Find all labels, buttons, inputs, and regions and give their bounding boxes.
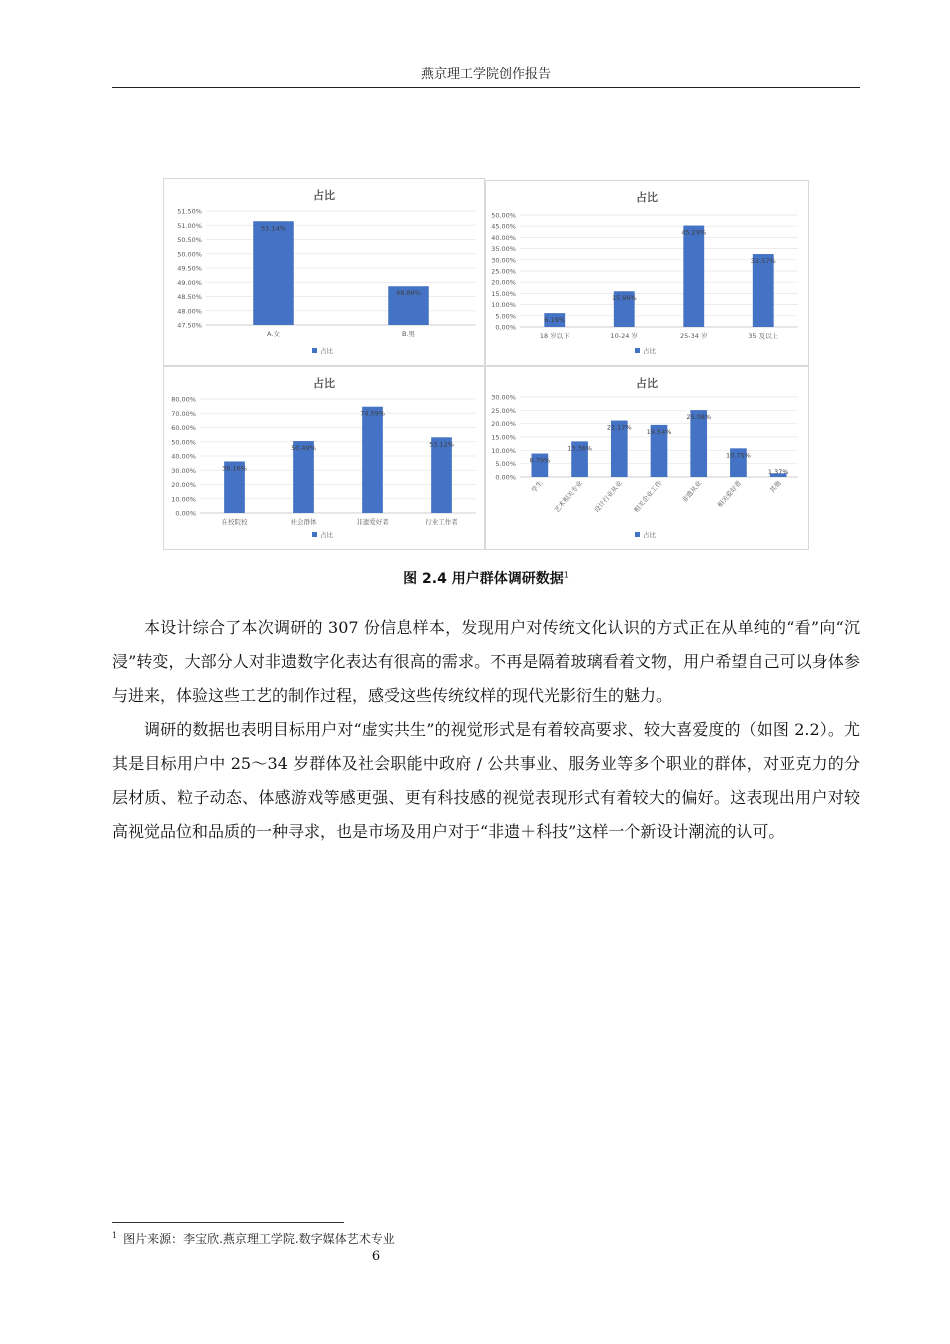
chart-panel-occupation [485, 366, 809, 550]
chart-title: 占比 [313, 189, 335, 202]
chart-panel-age [485, 180, 809, 366]
y-tick-label: 60.00% [171, 424, 196, 432]
x-tick-label: 相关爱好者 [715, 479, 743, 510]
y-tick-label: 49.50% [177, 264, 202, 273]
chart-title: 占比 [636, 191, 658, 204]
y-tick-label: 51.00% [177, 221, 202, 230]
y-tick-label: 48.00% [177, 307, 202, 316]
x-tick-label: 在校院校 [221, 518, 248, 526]
y-tick-label: 10.00% [491, 446, 516, 455]
x-tick-label: 行业工作者 [425, 518, 458, 526]
y-tick-label: 5.00% [495, 460, 516, 469]
caption-footnote-ref: 1 [563, 570, 569, 580]
y-tick-label: 5.00% [495, 312, 516, 321]
y-tick-label: 49.00% [177, 278, 202, 287]
x-tick-label: 18 岁以下 [539, 332, 570, 340]
legend-label: 占比 [320, 347, 333, 355]
y-tick-label: 48.50% [177, 293, 202, 301]
y-tick-label: 20.00% [171, 481, 196, 489]
data-label: 36.16% [222, 464, 247, 473]
x-tick-label: 设计行业从业 [592, 479, 624, 515]
y-tick-label: 50.00% [171, 438, 196, 447]
y-tick-label: 51.50% [177, 207, 202, 216]
y-tick-label: 40.00% [491, 233, 516, 242]
data-label: 13.36% [567, 444, 592, 453]
y-tick-label: 70.00% [171, 409, 196, 418]
x-tick-label: 25-34 岁 [680, 332, 708, 340]
x-tick-label: 学生 [529, 479, 545, 495]
chart-panel-gender [163, 178, 485, 366]
y-tick-label: 30.00% [491, 256, 516, 265]
legend-label: 占比 [643, 531, 656, 539]
data-label: 10.75% [726, 451, 751, 460]
chart-title: 占比 [636, 377, 658, 390]
legend-swatch [312, 532, 317, 537]
y-tick-label: 20.00% [491, 420, 516, 429]
y-tick-label: 0.00% [495, 473, 516, 482]
paragraph-2: 调研的数据也表明目标用户对“虚实共生”的视觉形式是有着较高要求、较大喜爱度的（如图 2.2）。尤其是目标用户中 25～34 岁群体及社会职能中政府 / 公共事业、服务业等多个职业的群体，对亚克力的分层材质、粒子动态、体感游戏等感更强、更有科技感的视觉表现形式有着较大的偏好。这表现出用户对较高视觉品位和品质的一种寻求，也是市场及用户对于“非遗＋科技”这样一个新设计潮流的认可。 [112, 720, 860, 841]
bar [362, 407, 383, 513]
chart-svg-2 [164, 367, 484, 549]
data-label: 19.54% [646, 427, 672, 436]
figure-charts [163, 178, 811, 550]
y-tick-label: 50.00% [491, 211, 516, 220]
y-tick-label: 40.00% [171, 452, 196, 461]
data-label: 8.79% [529, 456, 551, 465]
caption-text: 图 2.4 用户群体调研数据 [403, 571, 564, 587]
figure-caption [112, 568, 860, 588]
y-tick-label: 15.00% [491, 433, 516, 442]
data-label: 48.86% [396, 289, 421, 298]
x-tick-label: 35 及以上 [748, 332, 779, 340]
chart-svg-1 [486, 181, 808, 365]
data-label: 45.29% [681, 228, 707, 237]
legend-swatch [635, 532, 640, 537]
y-tick-label: 15.00% [491, 289, 516, 298]
data-label: 51.14% [261, 224, 286, 233]
data-label: 15.96% [611, 294, 637, 303]
footnote-marker: 1 [112, 1231, 118, 1240]
y-tick-label: 50.00% [177, 250, 202, 259]
running-header: 燕京理工学院创作报告 [420, 67, 551, 82]
y-tick-label: 47.50% [177, 321, 202, 330]
data-label: 74.59% [360, 409, 385, 418]
x-tick-label: A.女 [267, 330, 280, 338]
x-tick-label: 10-24 岁 [610, 332, 638, 340]
footnote [112, 1230, 395, 1247]
y-tick-label: 50.50% [177, 236, 202, 244]
x-tick-label: 艺术相关专业 [552, 479, 585, 515]
x-tick-label: 其他 [768, 479, 783, 495]
legend-swatch [312, 348, 317, 353]
header-rule [112, 87, 860, 88]
data-label: 6.19% [544, 316, 566, 325]
x-tick-label: B.男 [401, 330, 416, 338]
y-tick-label: 25.00% [491, 406, 516, 415]
y-tick-label: 30.00% [491, 393, 516, 402]
chart-svg-3 [486, 367, 808, 549]
chart-panel-identity [163, 366, 485, 550]
legend-label: 占比 [643, 347, 656, 355]
legend-swatch [635, 348, 640, 353]
x-tick-label: 相关企业工作 [632, 479, 664, 515]
x-tick-label: 非遗爱好者 [356, 518, 389, 526]
bar [431, 437, 452, 513]
legend-label: 占比 [320, 531, 333, 539]
chart-title: 占比 [313, 377, 335, 390]
footnote-rule [112, 1222, 344, 1223]
data-label: 21.17% [606, 423, 632, 432]
footnote-text: 图片来源：李宝欣.燕京理工学院.数字媒体艺术专业 [123, 1232, 395, 1246]
y-tick-label: 0.00% [495, 323, 516, 332]
y-tick-label: 0.00% [175, 509, 196, 518]
y-tick-label: 10.00% [171, 495, 196, 504]
y-tick-label: 30.00% [171, 466, 196, 475]
bar [681, 226, 707, 327]
paragraph-1: 本设计综合了本次调研的 307 份信息样本，发现用户对传统文化认识的方式正在从单纯的“看”向“沉浸”转变，大部分人对非遗数字化表达有很高的需求。不再是隔着玻璃看着文物，用户希望自己可以身体参与进来，体验这些工艺的制作过程，感受这些传统纹样的现代光影衍生的魅力。 [112, 618, 860, 705]
y-tick-label: 20.00% [491, 278, 516, 287]
page-number: 6 [371, 1249, 381, 1264]
bar [253, 221, 294, 325]
body-text [112, 611, 860, 849]
data-label: 32.57% [750, 257, 776, 266]
y-tick-label: 25.00% [491, 267, 516, 276]
x-tick-label: 非遗从业 [680, 479, 704, 505]
chart-svg-0 [164, 179, 484, 365]
y-tick-label: 80.00% [171, 395, 196, 404]
y-tick-label: 10.00% [491, 301, 516, 310]
x-tick-label: 社会群体 [290, 518, 317, 526]
y-tick-label: 45.00% [491, 222, 516, 231]
y-tick-label: 35.00% [491, 245, 516, 254]
data-label: 50.49% [291, 444, 316, 453]
data-label: 53.12% [429, 440, 454, 449]
data-label: 25.08% [686, 413, 712, 422]
data-label: 1.37% [767, 468, 789, 476]
